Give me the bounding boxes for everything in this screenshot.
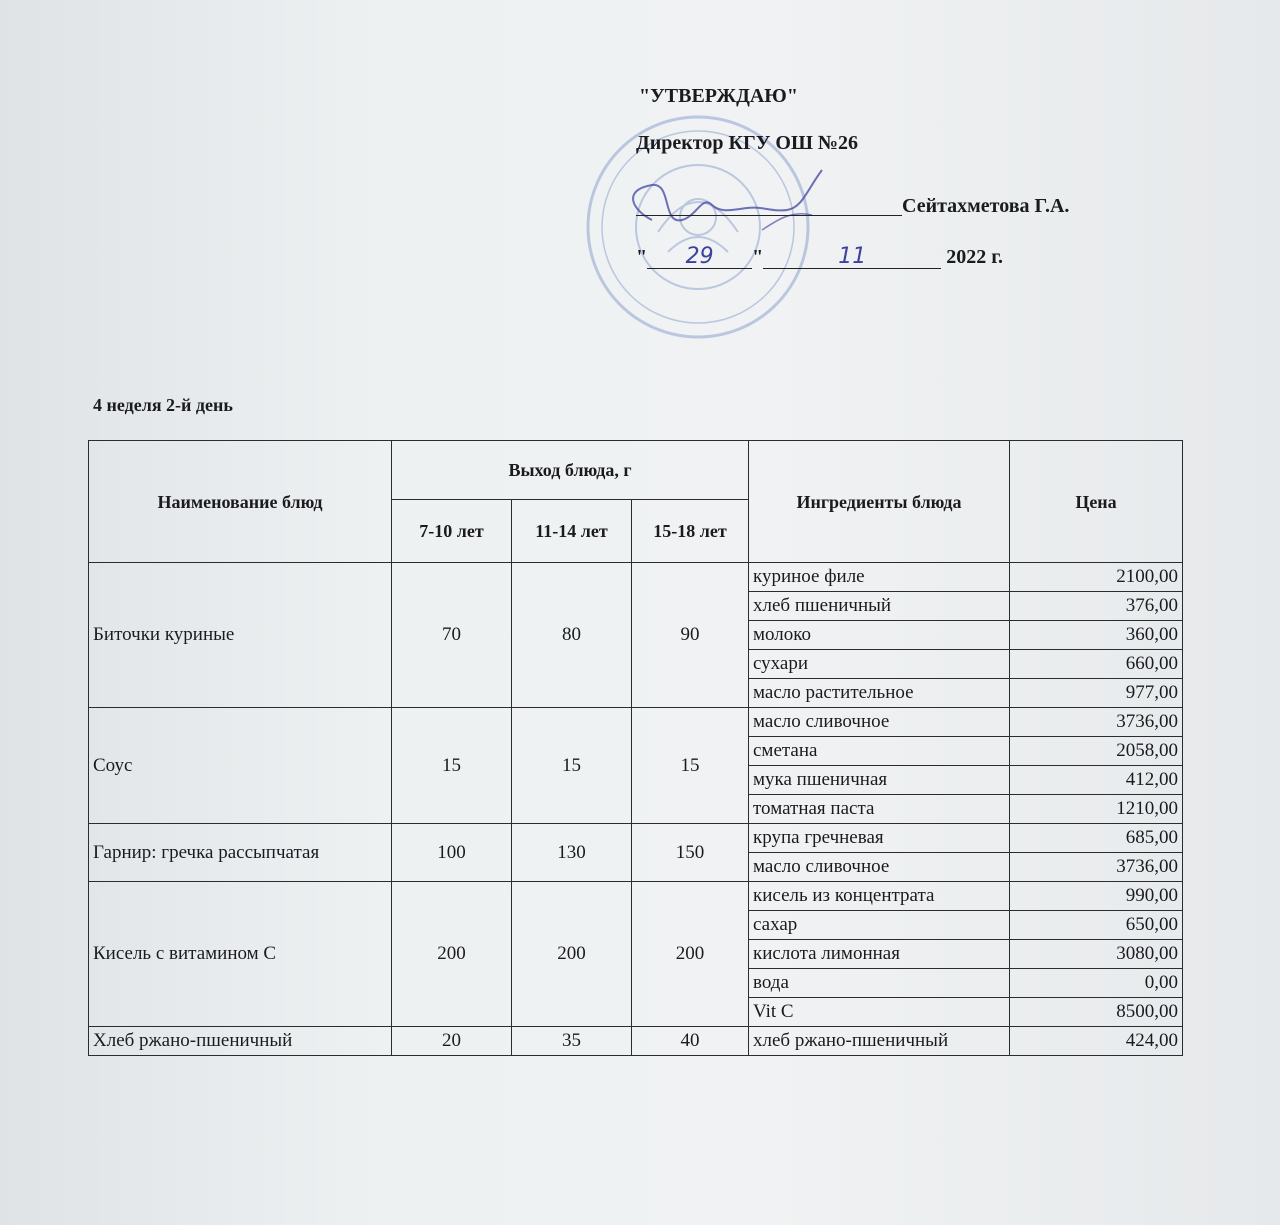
dish-output: 200 (632, 882, 749, 1027)
ingredient-price: 3736,00 (1010, 853, 1183, 882)
dish-output: 150 (632, 824, 749, 882)
ingredient-price: 3080,00 (1010, 940, 1183, 969)
dish-output: 200 (512, 882, 632, 1027)
dish-output: 15 (512, 708, 632, 824)
table-row (89, 882, 1183, 911)
ingredient-price: 685,00 (1010, 824, 1183, 853)
header-age-15-18: 15-18 лет (632, 500, 749, 563)
dish-output: 130 (512, 824, 632, 882)
ingredient-name: хлеб ржано-пшеничный (749, 1027, 1010, 1056)
ingredient-name: кислота лимонная (749, 940, 1010, 969)
ingredient-name: масло растительное (749, 679, 1010, 708)
ingredient-name: сметана (749, 737, 1010, 766)
dish-output: 90 (632, 563, 749, 708)
ingredient-price: 2100,00 (1010, 563, 1183, 592)
header-age-7-10: 7-10 лет (392, 500, 512, 563)
ingredient-price: 990,00 (1010, 882, 1183, 911)
signatory-name: Сейтахметова Г.А. (902, 195, 1070, 217)
header-dish-name: Наименование блюд (89, 441, 392, 563)
dish-output: 40 (632, 1027, 749, 1056)
dish-output: 35 (512, 1027, 632, 1056)
ingredient-price: 376,00 (1010, 592, 1183, 621)
date-day: 29 (647, 246, 752, 269)
ingredient-name: томатная паста (749, 795, 1010, 824)
dish-output: 15 (632, 708, 749, 824)
ingredient-name: крупа гречневая (749, 824, 1010, 853)
table-row (89, 824, 1183, 853)
ingredient-name: мука пшеничная (749, 766, 1010, 795)
ingredient-name: хлеб пшеничный (749, 592, 1010, 621)
ingredient-price: 360,00 (1010, 621, 1183, 650)
date-year: 2022 г. (946, 246, 1004, 268)
ingredient-price: 0,00 (1010, 969, 1183, 998)
ingredient-name: кисель из концентрата (749, 882, 1010, 911)
dish-output: 70 (392, 563, 512, 708)
ingredient-price: 977,00 (1010, 679, 1183, 708)
ingredient-name: масло сливочное (749, 708, 1010, 737)
ingredient-price: 8500,00 (1010, 998, 1183, 1027)
ingredient-name: масло сливочное (749, 853, 1010, 882)
ingredient-price: 2058,00 (1010, 737, 1183, 766)
dish-output: 20 (392, 1027, 512, 1056)
header-age-11-14: 11-14 лет (512, 500, 632, 563)
ingredient-name: сухари (749, 650, 1010, 679)
ingredient-price: 660,00 (1010, 650, 1183, 679)
menu-table (88, 440, 1183, 1056)
dish-name: Соус (89, 708, 392, 824)
director-title: Директор КГУ ОШ №26 (636, 132, 859, 154)
ingredient-name: Vit C (749, 998, 1010, 1027)
ingredient-price: 1210,00 (1010, 795, 1183, 824)
approve-heading: "УТВЕРЖДАЮ" (639, 85, 798, 107)
dish-name: Биточки куриные (89, 563, 392, 708)
header-ingredients: Ингредиенты блюда (749, 441, 1010, 563)
dish-output: 200 (392, 882, 512, 1027)
table-row (89, 563, 1183, 592)
table-row (89, 708, 1183, 737)
header-output: Выход блюда, г (392, 441, 749, 500)
ingredient-name: сахар (749, 911, 1010, 940)
ingredient-price: 3736,00 (1010, 708, 1183, 737)
day-title: 4 неделя 2-й день (93, 395, 233, 415)
dish-name: Гарнир: гречка рассыпчатая (89, 824, 392, 882)
approval-date: " 29 " 11 2022 г. (636, 244, 1004, 269)
signatory-line (636, 196, 1069, 216)
dish-name: Хлеб ржано-пшеничный (89, 1027, 392, 1056)
header-price: Цена (1010, 441, 1183, 563)
ingredient-price: 424,00 (1010, 1027, 1183, 1056)
ingredient-name: куриное филе (749, 563, 1010, 592)
dish-name: Кисель с витамином С (89, 882, 392, 1027)
signature-line (636, 197, 902, 216)
dish-output: 100 (392, 824, 512, 882)
ingredient-name: вода (749, 969, 1010, 998)
ingredient-price: 650,00 (1010, 911, 1183, 940)
dish-output: 15 (392, 708, 512, 824)
date-month: 11 (763, 246, 941, 269)
ingredient-name: молоко (749, 621, 1010, 650)
menu-table-body (89, 563, 1183, 1056)
dish-output: 80 (512, 563, 632, 708)
ingredient-price: 412,00 (1010, 766, 1183, 795)
table-row (89, 1027, 1183, 1056)
